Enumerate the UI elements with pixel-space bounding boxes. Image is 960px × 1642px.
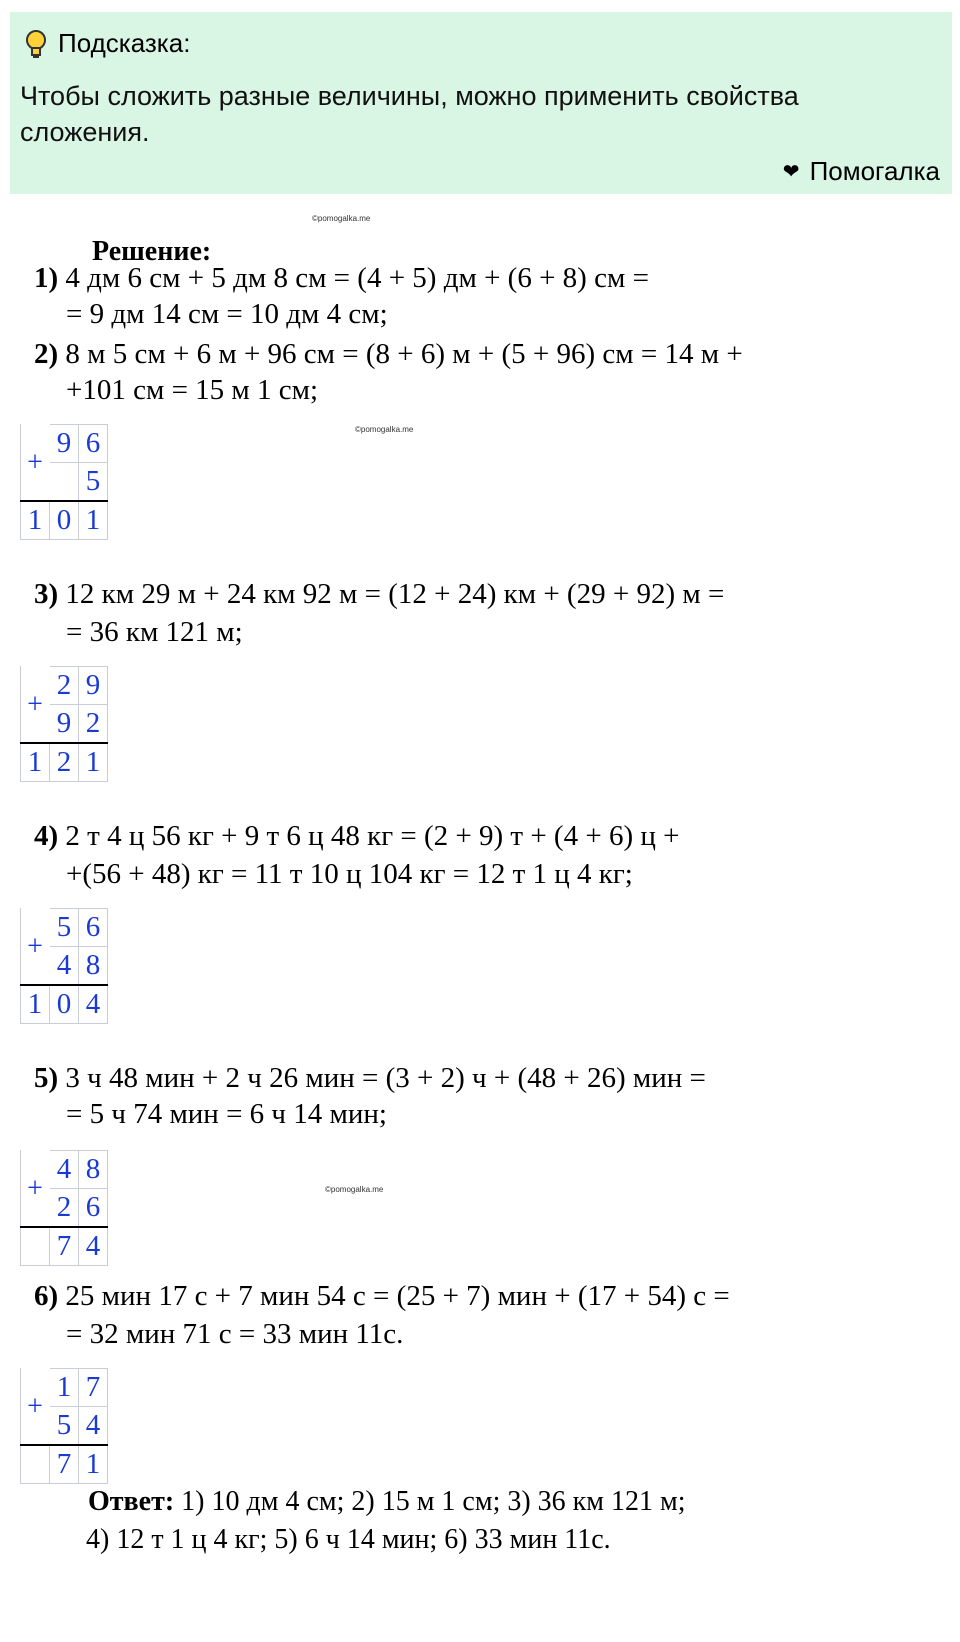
plus-sign: + xyxy=(21,909,50,986)
digit: 0 xyxy=(50,501,79,540)
digit: 1 xyxy=(21,985,50,1024)
digit: 4 xyxy=(50,1151,79,1189)
answer-label: Ответ: xyxy=(88,1486,175,1517)
item-number: 5) xyxy=(34,1062,59,1094)
digit: 6 xyxy=(79,425,108,463)
digit: 2 xyxy=(50,667,79,705)
digit: 7 xyxy=(79,1369,108,1407)
equation-line xyxy=(34,820,679,853)
equation-text: 8 м 5 см + 6 м + 96 см = (8 + 6) м + (5 + 96) см = 14 м + xyxy=(65,338,743,370)
solution-title: Решение: xyxy=(92,236,212,267)
digit xyxy=(21,1227,50,1266)
item-number: 4) xyxy=(34,820,59,852)
equation-line xyxy=(34,578,724,611)
item-number: 6) xyxy=(34,1280,59,1312)
plus-sign: + xyxy=(21,425,50,502)
digit: 5 xyxy=(50,909,79,947)
equation-text: 2 т 4 ц 56 кг + 9 т 6 ц 48 кг = (2 + 9) т + (4 + 6) ц + xyxy=(65,820,680,852)
digit: 4 xyxy=(79,1407,108,1446)
hint-box xyxy=(10,12,952,194)
item-number: 2) xyxy=(34,338,59,370)
watermark: ©pomogalka.me xyxy=(312,214,371,223)
item-number: 1) xyxy=(34,262,59,294)
digit: 8 xyxy=(79,947,108,986)
digit: 5 xyxy=(79,463,108,502)
equation-line: +101 см = 15 м 1 см; xyxy=(66,374,319,406)
equation-text: 12 км 29 м + 24 км 92 м = (12 + 24) км + (29 + 92) м = xyxy=(65,578,725,610)
digit: 8 xyxy=(79,1151,108,1189)
watermark: ©pomogalka.me xyxy=(325,1185,384,1194)
digit: 2 xyxy=(79,705,108,744)
equation-line xyxy=(34,262,649,295)
answer-line: 4) 12 т 1 ц 4 кг; 5) 6 ч 14 мин; 6) 33 мин 11с. xyxy=(86,1524,611,1555)
brand-link[interactable] xyxy=(783,156,940,187)
digit: 0 xyxy=(50,985,79,1024)
column-addition xyxy=(20,908,108,1024)
plus-sign: + xyxy=(21,1151,50,1228)
equation-line xyxy=(34,338,743,371)
equation-line: = 32 мин 71 с = 33 мин 11с. xyxy=(66,1318,404,1350)
equation-line: = 36 км 121 м; xyxy=(66,616,243,648)
answer-text: 1) 10 дм 4 см; 2) 15 м 1 см; 3) 36 км 121 м; xyxy=(181,1486,686,1517)
hint-text: Чтобы сложить разные величины, можно применить свойства сложения. xyxy=(20,81,799,147)
digit: 4 xyxy=(50,947,79,986)
digit: 9 xyxy=(50,425,79,463)
lightbulb-icon xyxy=(24,29,48,59)
digit: 4 xyxy=(79,985,108,1024)
digit: 5 xyxy=(50,1407,79,1446)
equation-line xyxy=(34,1280,730,1313)
plus-sign: + xyxy=(21,667,50,744)
digit: 1 xyxy=(79,501,108,540)
equation-line: +(56 + 48) кг = 11 т 10 ц 104 кг = 12 т 1 ц 4 кг; xyxy=(66,858,633,890)
equation-line xyxy=(34,1062,706,1095)
digit: 1 xyxy=(79,1445,108,1484)
watermark: ©pomogalka.me xyxy=(355,425,414,434)
digit: 1 xyxy=(50,1369,79,1407)
digit: 4 xyxy=(79,1227,108,1266)
column-addition xyxy=(20,1368,108,1484)
hint-header xyxy=(24,28,190,59)
column-addition xyxy=(20,424,108,540)
digit xyxy=(21,1445,50,1484)
equation-text: 25 мин 17 с + 7 мин 54 с = (25 + 7) мин + (17 + 54) с = xyxy=(65,1280,730,1312)
brand-label: Помогалка xyxy=(809,156,940,186)
equation-text: 4 дм 6 см + 5 дм 8 см = (4 + 5) дм + (6 + 8) см = xyxy=(65,262,649,294)
equation-line: = 5 ч 74 мин = 6 ч 14 мин; xyxy=(66,1098,387,1130)
equation-text: 3 ч 48 мин + 2 ч 26 мин = (3 + 2) ч + (48 + 26) мин = xyxy=(65,1062,706,1094)
digit: 2 xyxy=(50,1189,79,1228)
digit: 6 xyxy=(79,1189,108,1228)
digit: 9 xyxy=(50,705,79,744)
digit: 2 xyxy=(50,743,79,782)
plus-sign: + xyxy=(21,1369,50,1446)
digit: 1 xyxy=(79,743,108,782)
digit: 1 xyxy=(21,501,50,540)
digit: 6 xyxy=(79,909,108,947)
equation-line: = 9 дм 14 см = 10 дм 4 см; xyxy=(66,298,388,330)
digit: 1 xyxy=(21,743,50,782)
column-addition xyxy=(20,1150,108,1266)
digit: 7 xyxy=(50,1227,79,1266)
heart-icon: ❤ xyxy=(782,161,800,183)
item-number: 3) xyxy=(34,578,59,610)
digit xyxy=(50,463,79,502)
column-addition xyxy=(20,666,108,782)
hint-title: Подсказка: xyxy=(58,28,191,58)
answer-line xyxy=(88,1486,686,1518)
digit: 9 xyxy=(79,667,108,705)
digit: 7 xyxy=(50,1445,79,1484)
